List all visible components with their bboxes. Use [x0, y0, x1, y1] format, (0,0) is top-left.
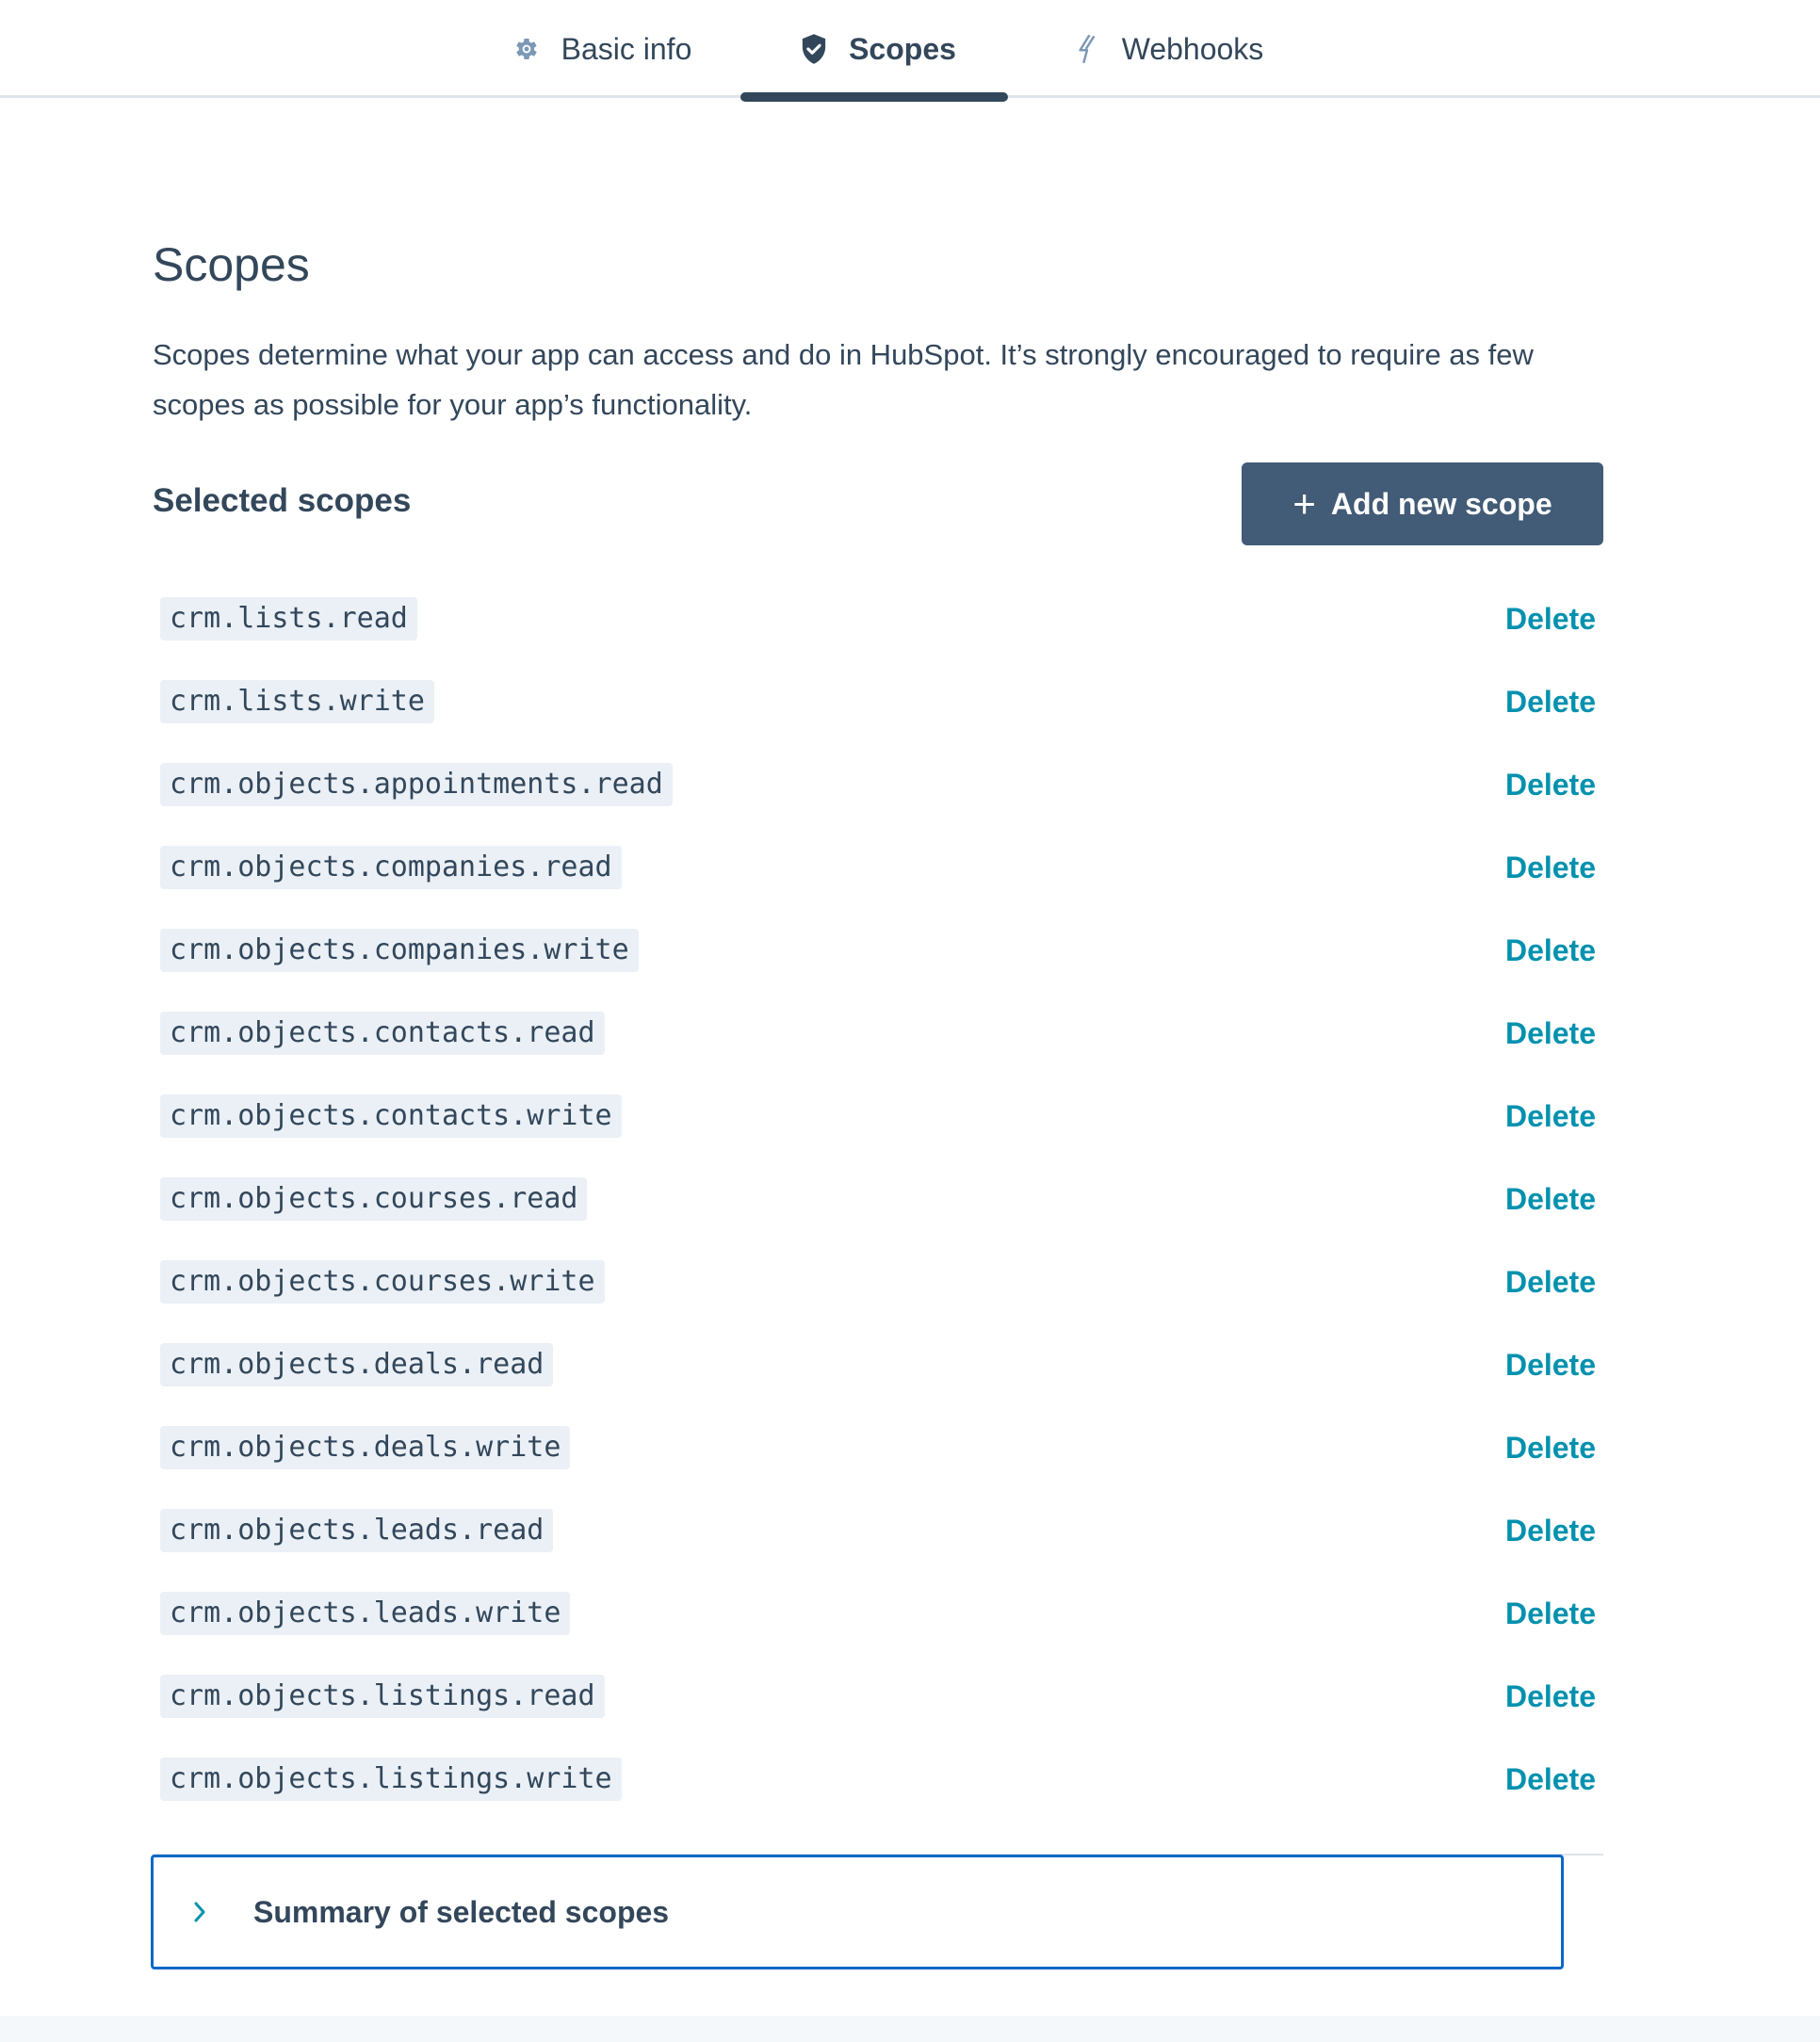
tab-webhooks[interactable]	[1068, 0, 1266, 98]
scope-name: crm.objects.courses.read	[160, 1177, 587, 1221]
plus-icon: +	[1292, 481, 1316, 526]
scope-name: crm.objects.courses.write	[160, 1260, 605, 1304]
page-description: Scopes determine what your app can access and do in HubSpot. It’s strongly encouraged to require as few scopes as possible for your app’s functionality.	[153, 338, 1534, 421]
scope-name: crm.lists.read	[160, 597, 417, 640]
tab-basic-info-label: Basic info	[561, 31, 692, 66]
scope-row	[153, 1255, 1603, 1337]
delete-scope-button[interactable]: Delete	[1504, 851, 1596, 884]
tab-basic-info[interactable]	[497, 0, 705, 98]
delete-scope-button[interactable]: Delete	[1504, 1348, 1596, 1382]
add-new-scope-label: Add new scope	[1330, 486, 1552, 521]
scope-name: crm.objects.deals.read	[160, 1343, 553, 1386]
scope-row	[153, 1503, 1603, 1586]
delete-scope-button[interactable]: Delete	[1504, 1265, 1596, 1299]
add-new-scope-button[interactable]	[1242, 462, 1603, 545]
chevron-right-icon	[193, 1899, 212, 1925]
page-footer-strip	[0, 2016, 1820, 2042]
scope-name: crm.objects.listings.read	[160, 1675, 605, 1718]
delete-scope-button[interactable]: Delete	[1504, 1431, 1596, 1465]
scope-row	[153, 1172, 1603, 1255]
scope-row	[153, 674, 1603, 757]
tab-bar	[0, 0, 1820, 98]
delete-scope-button[interactable]: Delete	[1504, 1099, 1596, 1133]
delete-scope-button[interactable]: Delete	[1504, 602, 1596, 636]
shield-icon	[798, 33, 830, 65]
scope-row	[153, 1006, 1603, 1089]
scope-name: crm.objects.contacts.read	[160, 1012, 605, 1055]
scope-row	[153, 1586, 1603, 1669]
delete-scope-button[interactable]: Delete	[1504, 1182, 1596, 1216]
delete-scope-button[interactable]: Delete	[1504, 1514, 1596, 1548]
active-tab-indicator	[740, 92, 1008, 102]
delete-scope-button[interactable]: Delete	[1504, 768, 1596, 802]
scope-row	[153, 592, 1603, 674]
page-title: Scopes	[153, 238, 310, 291]
gear-icon	[511, 33, 543, 65]
tab-scopes[interactable]	[797, 0, 957, 98]
scope-name: crm.objects.leads.read	[160, 1509, 553, 1552]
scope-list	[153, 592, 1603, 1835]
scope-row	[153, 757, 1603, 840]
selected-scopes-heading: Selected scopes	[153, 482, 412, 519]
scope-row	[153, 1337, 1603, 1420]
lightning-icon	[1071, 33, 1103, 65]
scope-name: crm.objects.deals.write	[160, 1426, 570, 1469]
scope-name: crm.objects.listings.write	[160, 1758, 622, 1801]
scope-name: crm.objects.contacts.write	[160, 1094, 622, 1138]
delete-scope-button[interactable]: Delete	[1504, 1679, 1596, 1713]
summary-label: Summary of selected scopes	[253, 1894, 670, 1929]
scope-name: crm.objects.leads.write	[160, 1592, 570, 1635]
scope-name: crm.objects.appointments.read	[160, 763, 673, 806]
scope-row	[153, 840, 1603, 923]
scope-row	[153, 923, 1603, 1006]
tab-scopes-label: Scopes	[849, 31, 956, 66]
scope-row	[153, 1420, 1603, 1503]
delete-scope-button[interactable]: Delete	[1504, 1762, 1596, 1796]
delete-scope-button[interactable]: Delete	[1504, 1596, 1596, 1630]
scope-row	[153, 1752, 1603, 1835]
scope-name: crm.lists.write	[160, 680, 434, 723]
tab-webhooks-label: Webhooks	[1121, 31, 1264, 66]
scope-name: crm.objects.companies.read	[160, 846, 622, 889]
delete-scope-button[interactable]: Delete	[1504, 685, 1596, 719]
delete-scope-button[interactable]: Delete	[1504, 1016, 1596, 1050]
scope-name: crm.objects.companies.write	[160, 929, 639, 972]
scope-row	[153, 1669, 1603, 1752]
delete-scope-button[interactable]: Delete	[1504, 933, 1596, 967]
summary-of-selected-scopes-toggle[interactable]	[151, 1855, 1564, 1969]
scope-row	[153, 1089, 1603, 1172]
